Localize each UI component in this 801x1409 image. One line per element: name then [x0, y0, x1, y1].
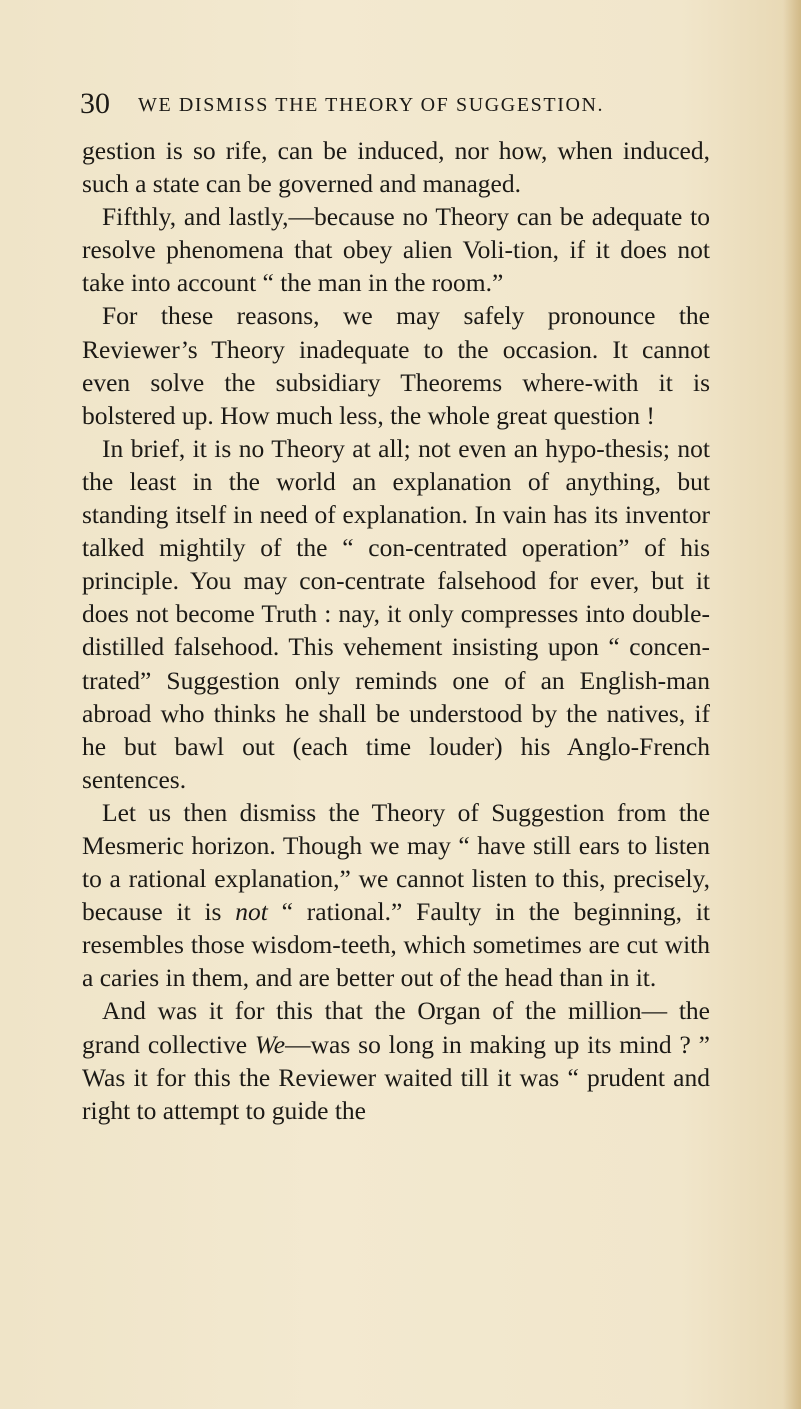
paragraph-text: “ rational.” Faulty in the beginning, it resembles those wisdom-teeth, which sometimes are cut with a caries in them, and are better out of the head than in it.: [82, 897, 710, 993]
paragraph-text: —was so long in making up its mind ? ” Was it for this the Reviewer waited till it was “ prudent and right to attempt to guide the: [82, 1029, 710, 1125]
page-edge-shadow: [783, 0, 801, 1409]
emphasis-text: We: [254, 1029, 286, 1059]
paragraph-organ: [82, 994, 710, 1126]
paragraph-continuation: gestion is so rife, can be induced, nor how, when induced, such a state can be governed and managed.: [82, 136, 710, 199]
page-header: [80, 86, 730, 122]
body-text: [82, 134, 710, 1127]
paragraph-text: And was it for this that the Organ of the million— the grand collective: [82, 996, 710, 1059]
paragraph-text: Let us then dismiss the Theory of Suggestion from the Mesmeric horizon. Though we may “ have still ears to listen to a rational explanation,” we cannot listen to this, precisely, because it is: [82, 797, 710, 927]
paragraph-in-brief: In brief, it is no Theory at all; not even an hypo-thesis; not the least in the world an explanation of anything, but standing itself in need of explanation. In vain has its inventor talked mightily of the “ con-centrated operation” of his principle. You may con-centrate falsehood for ever, but it does not become Truth : nay, it only compresses into double-distilled falsehood. This vehement insisting upon “ concen-trated” Suggestion only reminds one of an English-man abroad who thinks he shall be understood by the natives, if he but bawl out (each time louder) his Anglo-French sentences.: [82, 433, 710, 794]
page-number: 30: [80, 87, 110, 120]
paragraph-dismiss: [82, 796, 710, 995]
paragraph-reasons: For these reasons, we may safely pronounce the Reviewer’s Theory inadequate to the occasion. It cannot even solve the subsidiary Theorems where-with it is bolstered up. How much less, the whole great question !: [82, 301, 710, 430]
running-title: WE DISMISS THE THEORY OF SUGGESTION.: [138, 94, 605, 116]
paragraph-fifthly: Fifthly, and lastly,—because no Theory can be adequate to resolve phenomena that obey alien Voli-tion, if it does not take into account “ the man in the room.”: [82, 202, 710, 298]
emphasis-text: not: [235, 897, 268, 927]
